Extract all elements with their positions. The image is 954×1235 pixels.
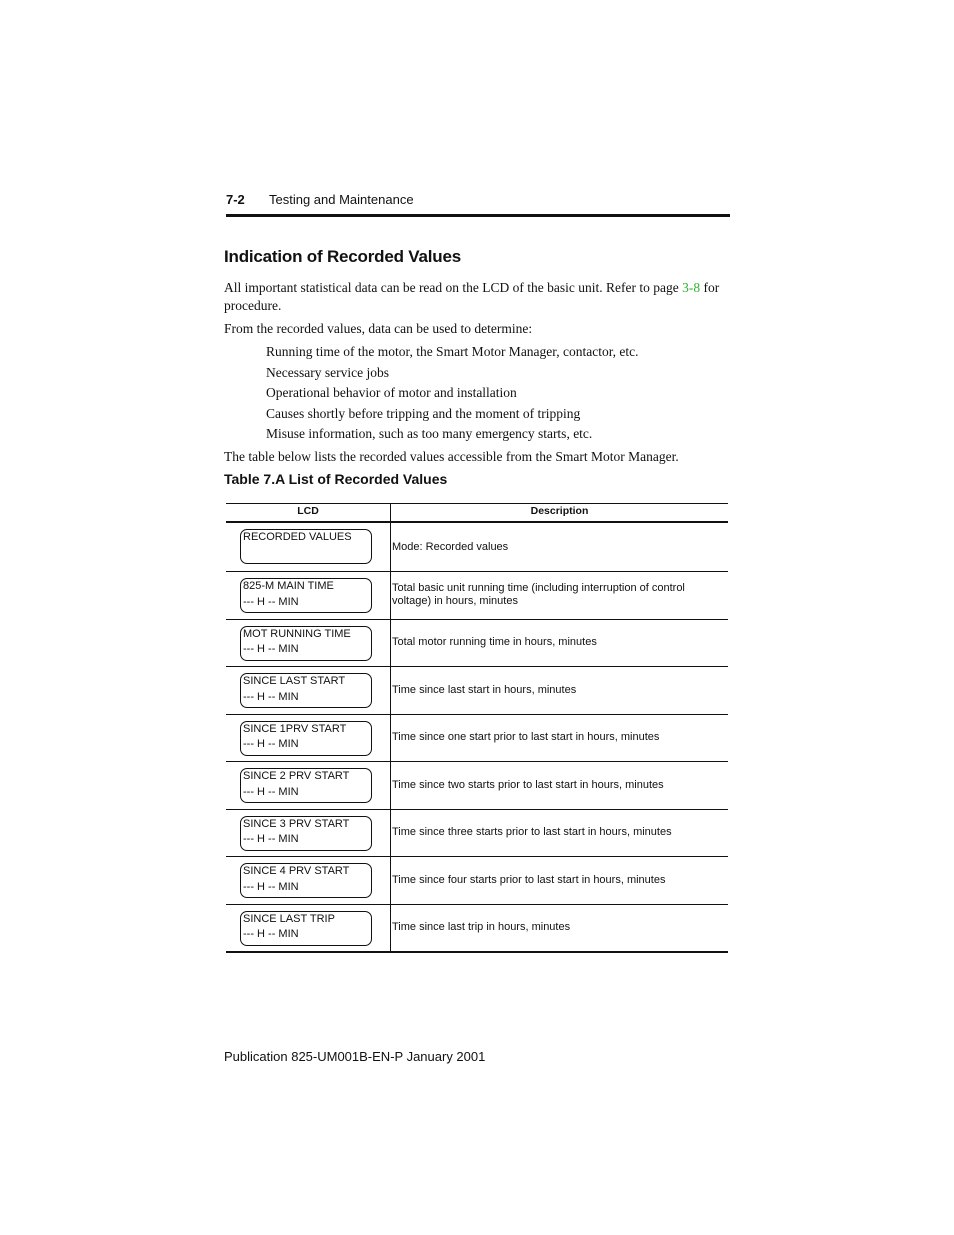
table-header [226,503,728,523]
lcd-line-2: --- H -- MIN [243,690,299,703]
section-heading: Indication of Recorded Values [224,247,461,266]
column-divider [390,572,391,619]
lcd-line-1: SINCE 4 PRV START [243,865,350,877]
lcd-display [240,578,372,613]
list-item: Running time of the motor, the Smart Motor Manager, contactor, etc. [266,344,639,359]
table-row [226,620,728,668]
row-description: Time since four starts prior to last start in hours, minutes [392,873,666,886]
lcd-line-1: RECORDED VALUES [243,531,352,543]
column-divider [390,523,391,571]
lcd-line-2: --- H -- MIN [243,785,299,798]
lcd-line-1: SINCE LAST TRIP [243,912,335,925]
lcd-display [240,673,372,708]
intro-text-end: for procedure. [224,280,720,313]
intro-text: All important statistical data can be read on the LCD of the basic unit. Refer to page [224,280,683,295]
header-rule [226,214,730,217]
table-row [226,762,728,810]
row-description: Time since one start prior to last start in hours, minutes [392,731,660,744]
row-description: Time since last start in hours, minutes [392,683,577,696]
lcd-line-1: SINCE 3 PRV START [243,817,350,830]
list-item: Necessary service jobs [266,364,389,380]
row-description: Time since three starts prior to last start in hours, minutes [392,826,672,839]
lcd-line-2: --- H -- MIN [243,928,299,940]
lcd-line-2: --- H -- MIN [243,880,299,893]
column-divider [390,857,391,904]
table-row [226,523,728,572]
lcd-display [240,768,372,803]
page-reference-link[interactable]: 3-8 [682,280,701,295]
row-description: Total motor running time in hours, minutes [392,636,597,649]
lcd-display [240,911,372,946]
row-description: Time since last trip in hours, minutes [392,921,571,934]
column-divider [390,810,391,857]
row-description: Total basic unit running time (including interruption of control voltage) in hours, minutes [392,582,685,608]
publication-footer: Publication 825-UM001B-EN-P January 2001 [224,1049,486,1064]
list-item: Misuse information, such as too many emergency starts, etc. [266,426,593,441]
intro-paragraph [224,279,729,315]
lcd-display [240,721,372,756]
lcd-display [240,626,372,661]
table-row [226,810,728,858]
table-row [226,715,728,763]
table-caption: Table 7.A List of Recorded Values [224,471,448,487]
chapter-title: Testing and Maintenance [269,192,414,207]
lcd-line-1: SINCE 1PRV START [243,722,347,735]
column-divider [390,667,391,714]
lcd-display [240,529,372,564]
table-intro-paragraph: The table below lists the recorded values accessible from the Smart Motor Manager. [224,449,679,464]
recorded-values-table [226,503,728,953]
column-divider [390,715,391,762]
column-divider [390,762,391,809]
table-row [226,857,728,905]
table-row [226,905,728,954]
list-item: Causes shortly before tripping and the moment of tripping [266,405,581,421]
lcd-line-2: --- H -- MIN [243,643,299,655]
lcd-display [240,816,372,851]
running-header [226,192,729,216]
column-divider [390,905,391,952]
column-header-description: Description [530,505,589,517]
lcd-line-2: --- H -- MIN [243,833,299,845]
determination-list [266,343,639,446]
table-row [226,667,728,715]
table-row [226,572,728,620]
lead-in-paragraph: From the recorded values, data can be used to determine: [224,321,533,336]
lcd-line-1: 825-M MAIN TIME [243,580,334,592]
row-description: Time since two starts prior to last start in hours, minutes [392,778,664,791]
column-divider [390,620,391,667]
column-header-lcd: LCD [297,505,319,517]
lcd-line-2: --- H -- MIN [243,595,299,608]
lcd-display [240,863,372,898]
lcd-line-2: --- H -- MIN [243,738,299,750]
page-number: 7-2 [226,192,245,207]
lcd-line-1: SINCE 2 PRV START [243,770,350,782]
lcd-line-1: MOT RUNNING TIME [243,627,351,640]
row-description: Mode: Recorded values [392,540,509,553]
lcd-line-1: SINCE LAST START [243,675,346,687]
list-item: Operational behavior of motor and installation [266,385,517,400]
